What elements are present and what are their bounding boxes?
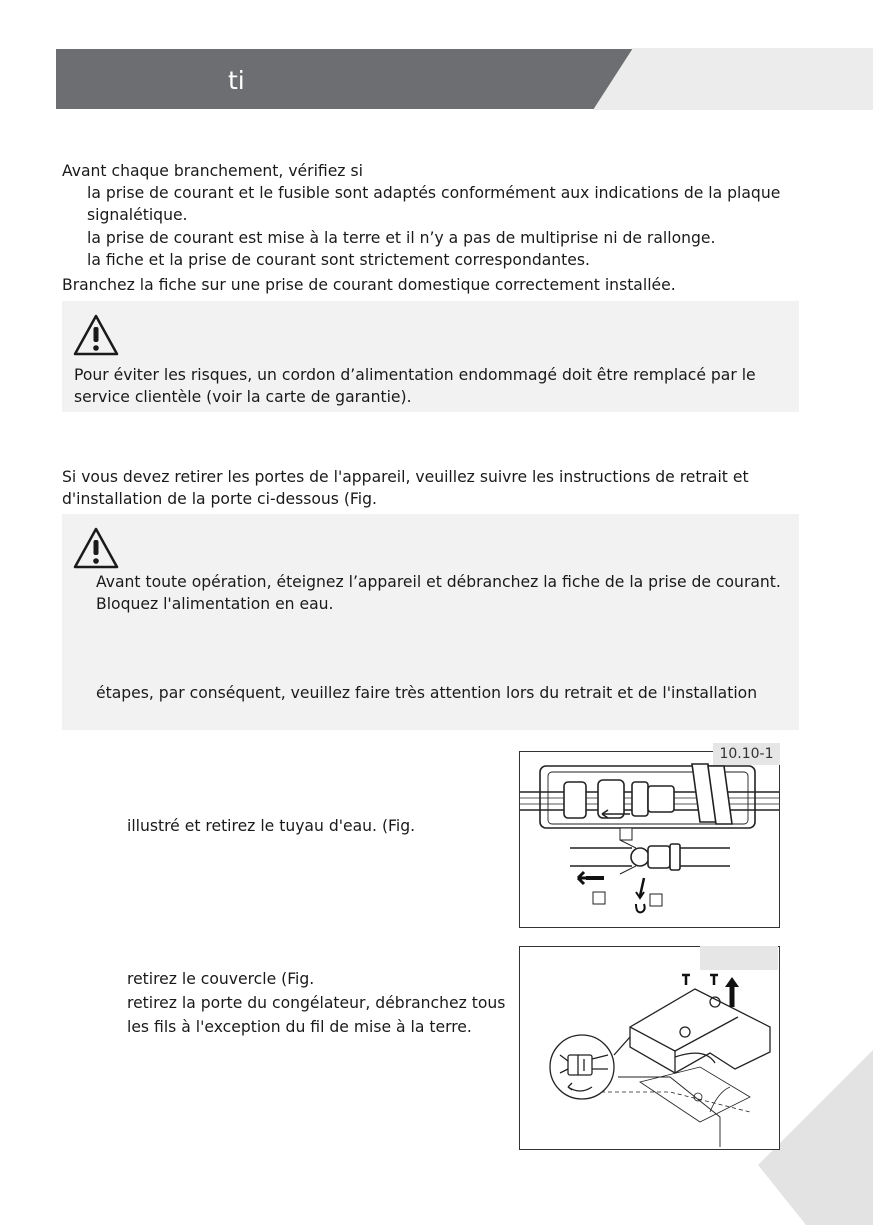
bullet-line-1: la prise de courant et le fusible sont adaptés conformément aux indications de la plaque <box>87 184 781 202</box>
page-title: ti <box>228 66 245 95</box>
water-pipe-illustration <box>520 752 779 927</box>
warning2-line-1: Avant toute opération, éteignez l’appareil et débranchez la fiche de la prise de courant. <box>96 573 781 591</box>
step1-text: illustré et retirez le tuyau d'eau. (Fig. <box>127 817 416 835</box>
warning-triangle-icon <box>72 313 120 357</box>
figure-water-pipe <box>519 751 780 928</box>
warning1-line-1: Pour éviter les risques, un cordon d’alimentation endommagé doit être remplacé par le <box>74 366 756 384</box>
intro-text: Avant chaque branchement, vérifiez si <box>62 162 363 180</box>
bullet-line-2: signalétique. <box>87 206 188 224</box>
header-bar <box>56 49 634 109</box>
warning1-line-2: service clientèle (voir la carte de garantie). <box>74 388 412 406</box>
warning-triangle-icon <box>72 526 120 570</box>
step2-line-2: retirez la porte du congélateur, débranchez tous <box>127 994 506 1012</box>
figure-hinge-cover <box>519 946 780 1150</box>
section2-line-2: d'installation de la porte ci-dessous (Fig. <box>62 490 377 508</box>
hinge-cover-illustration <box>520 947 779 1149</box>
warning2-line-3: étapes, par conséquent, veuillez faire très attention lors du retrait et de l'installation <box>96 684 758 702</box>
corner-decoration-top <box>593 48 873 110</box>
figure-2-label <box>700 946 778 970</box>
closing-text: Branchez la fiche sur une prise de courant domestique correctement installée. <box>62 276 676 294</box>
step2-line-3: les fils à l'exception du fil de mise à la terre. <box>127 1018 472 1036</box>
figure-1-label: 10.10-1 <box>713 743 780 765</box>
step2-line-1: retirez le couvercle (Fig. <box>127 970 315 988</box>
section2-line-1: Si vous devez retirer les portes de l'appareil, veuillez suivre les instructions de retrait et <box>62 468 749 486</box>
bullet-line-4: la fiche et la prise de courant sont strictement correspondantes. <box>87 251 590 269</box>
bullet-line-3: la prise de courant est mise à la terre et il n’y a pas de multiprise ni de rallonge. <box>87 229 716 247</box>
warning2-line-2: Bloquez l'alimentation en eau. <box>96 595 334 613</box>
